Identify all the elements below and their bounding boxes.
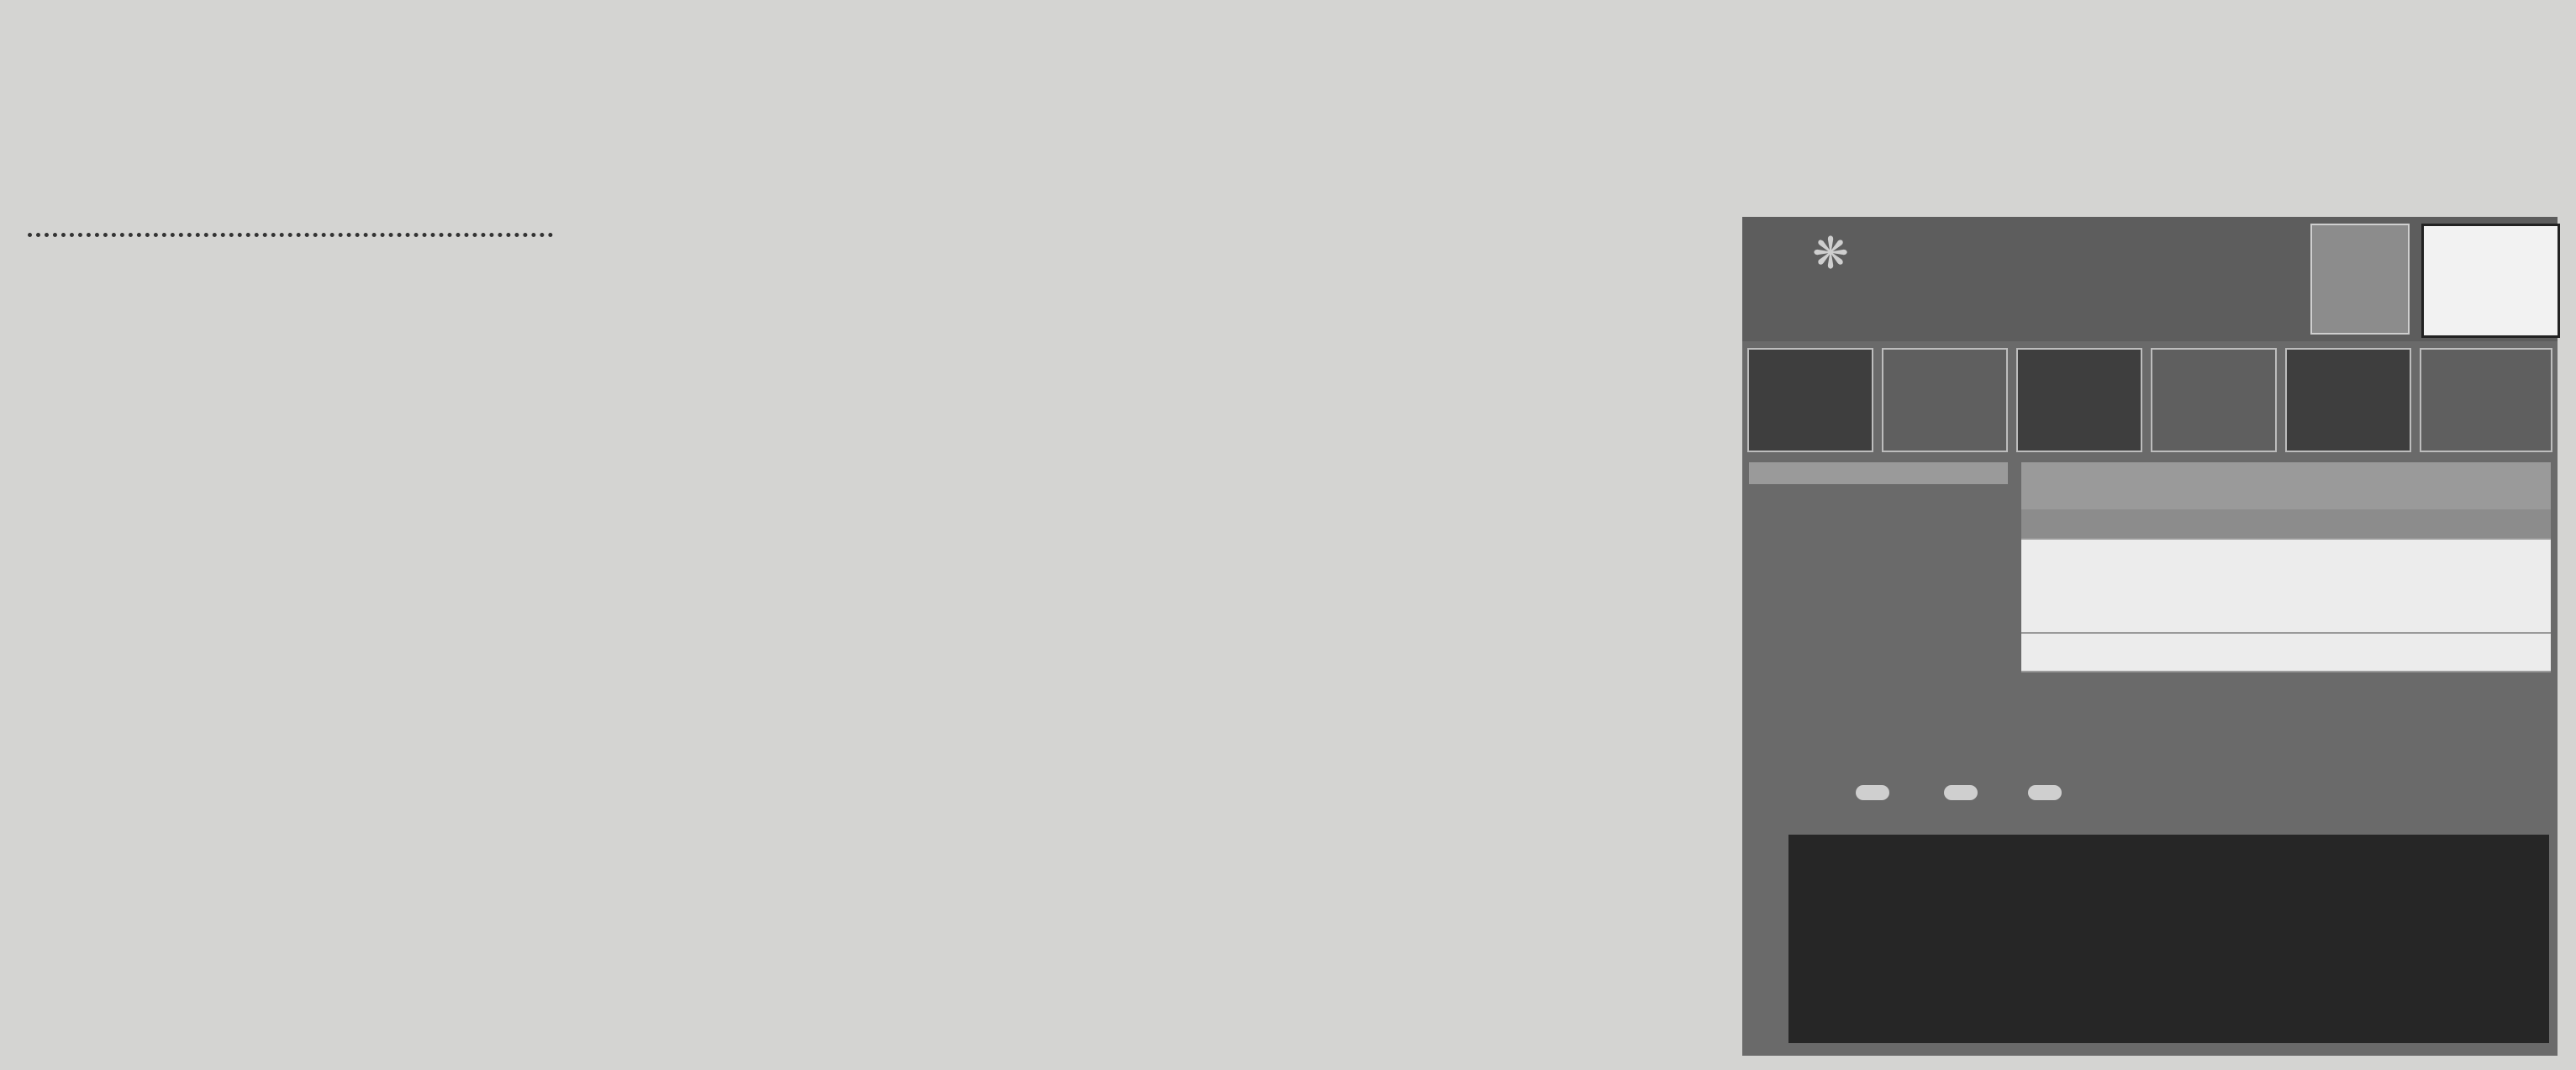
statistics-panel <box>1742 217 2558 1056</box>
byline-divider <box>28 233 553 237</box>
district-table-header <box>1749 462 2008 484</box>
deaths-box <box>2310 224 2410 335</box>
zone-legend <box>1742 778 2558 807</box>
status-table <box>2021 462 2551 672</box>
zone-dot <box>1944 785 1978 800</box>
deaths-row <box>2021 634 2551 672</box>
panel-header <box>1742 217 2558 341</box>
article-column-1 <box>28 214 557 266</box>
stat-box <box>2420 348 2552 452</box>
status-divider-row <box>2021 509 2551 540</box>
stat-box <box>2016 348 2142 452</box>
district-table <box>1749 462 2008 484</box>
chart-svg <box>1788 835 2549 1043</box>
zone-dot <box>1856 785 1889 800</box>
stat-box <box>1747 348 1873 452</box>
zone-dot <box>2028 785 2062 800</box>
stat-box <box>1882 348 2008 452</box>
recovered-row <box>2021 540 2551 634</box>
recovered-box <box>2421 224 2560 338</box>
stats-row <box>1742 348 2558 452</box>
stat-box <box>2285 348 2411 452</box>
status-table-header <box>2021 462 2551 509</box>
state-crest-icon: ❋ <box>1812 230 1849 278</box>
headline <box>46 15 2568 183</box>
daily-cases-chart <box>1788 835 2549 1043</box>
stat-box <box>2151 348 2277 452</box>
